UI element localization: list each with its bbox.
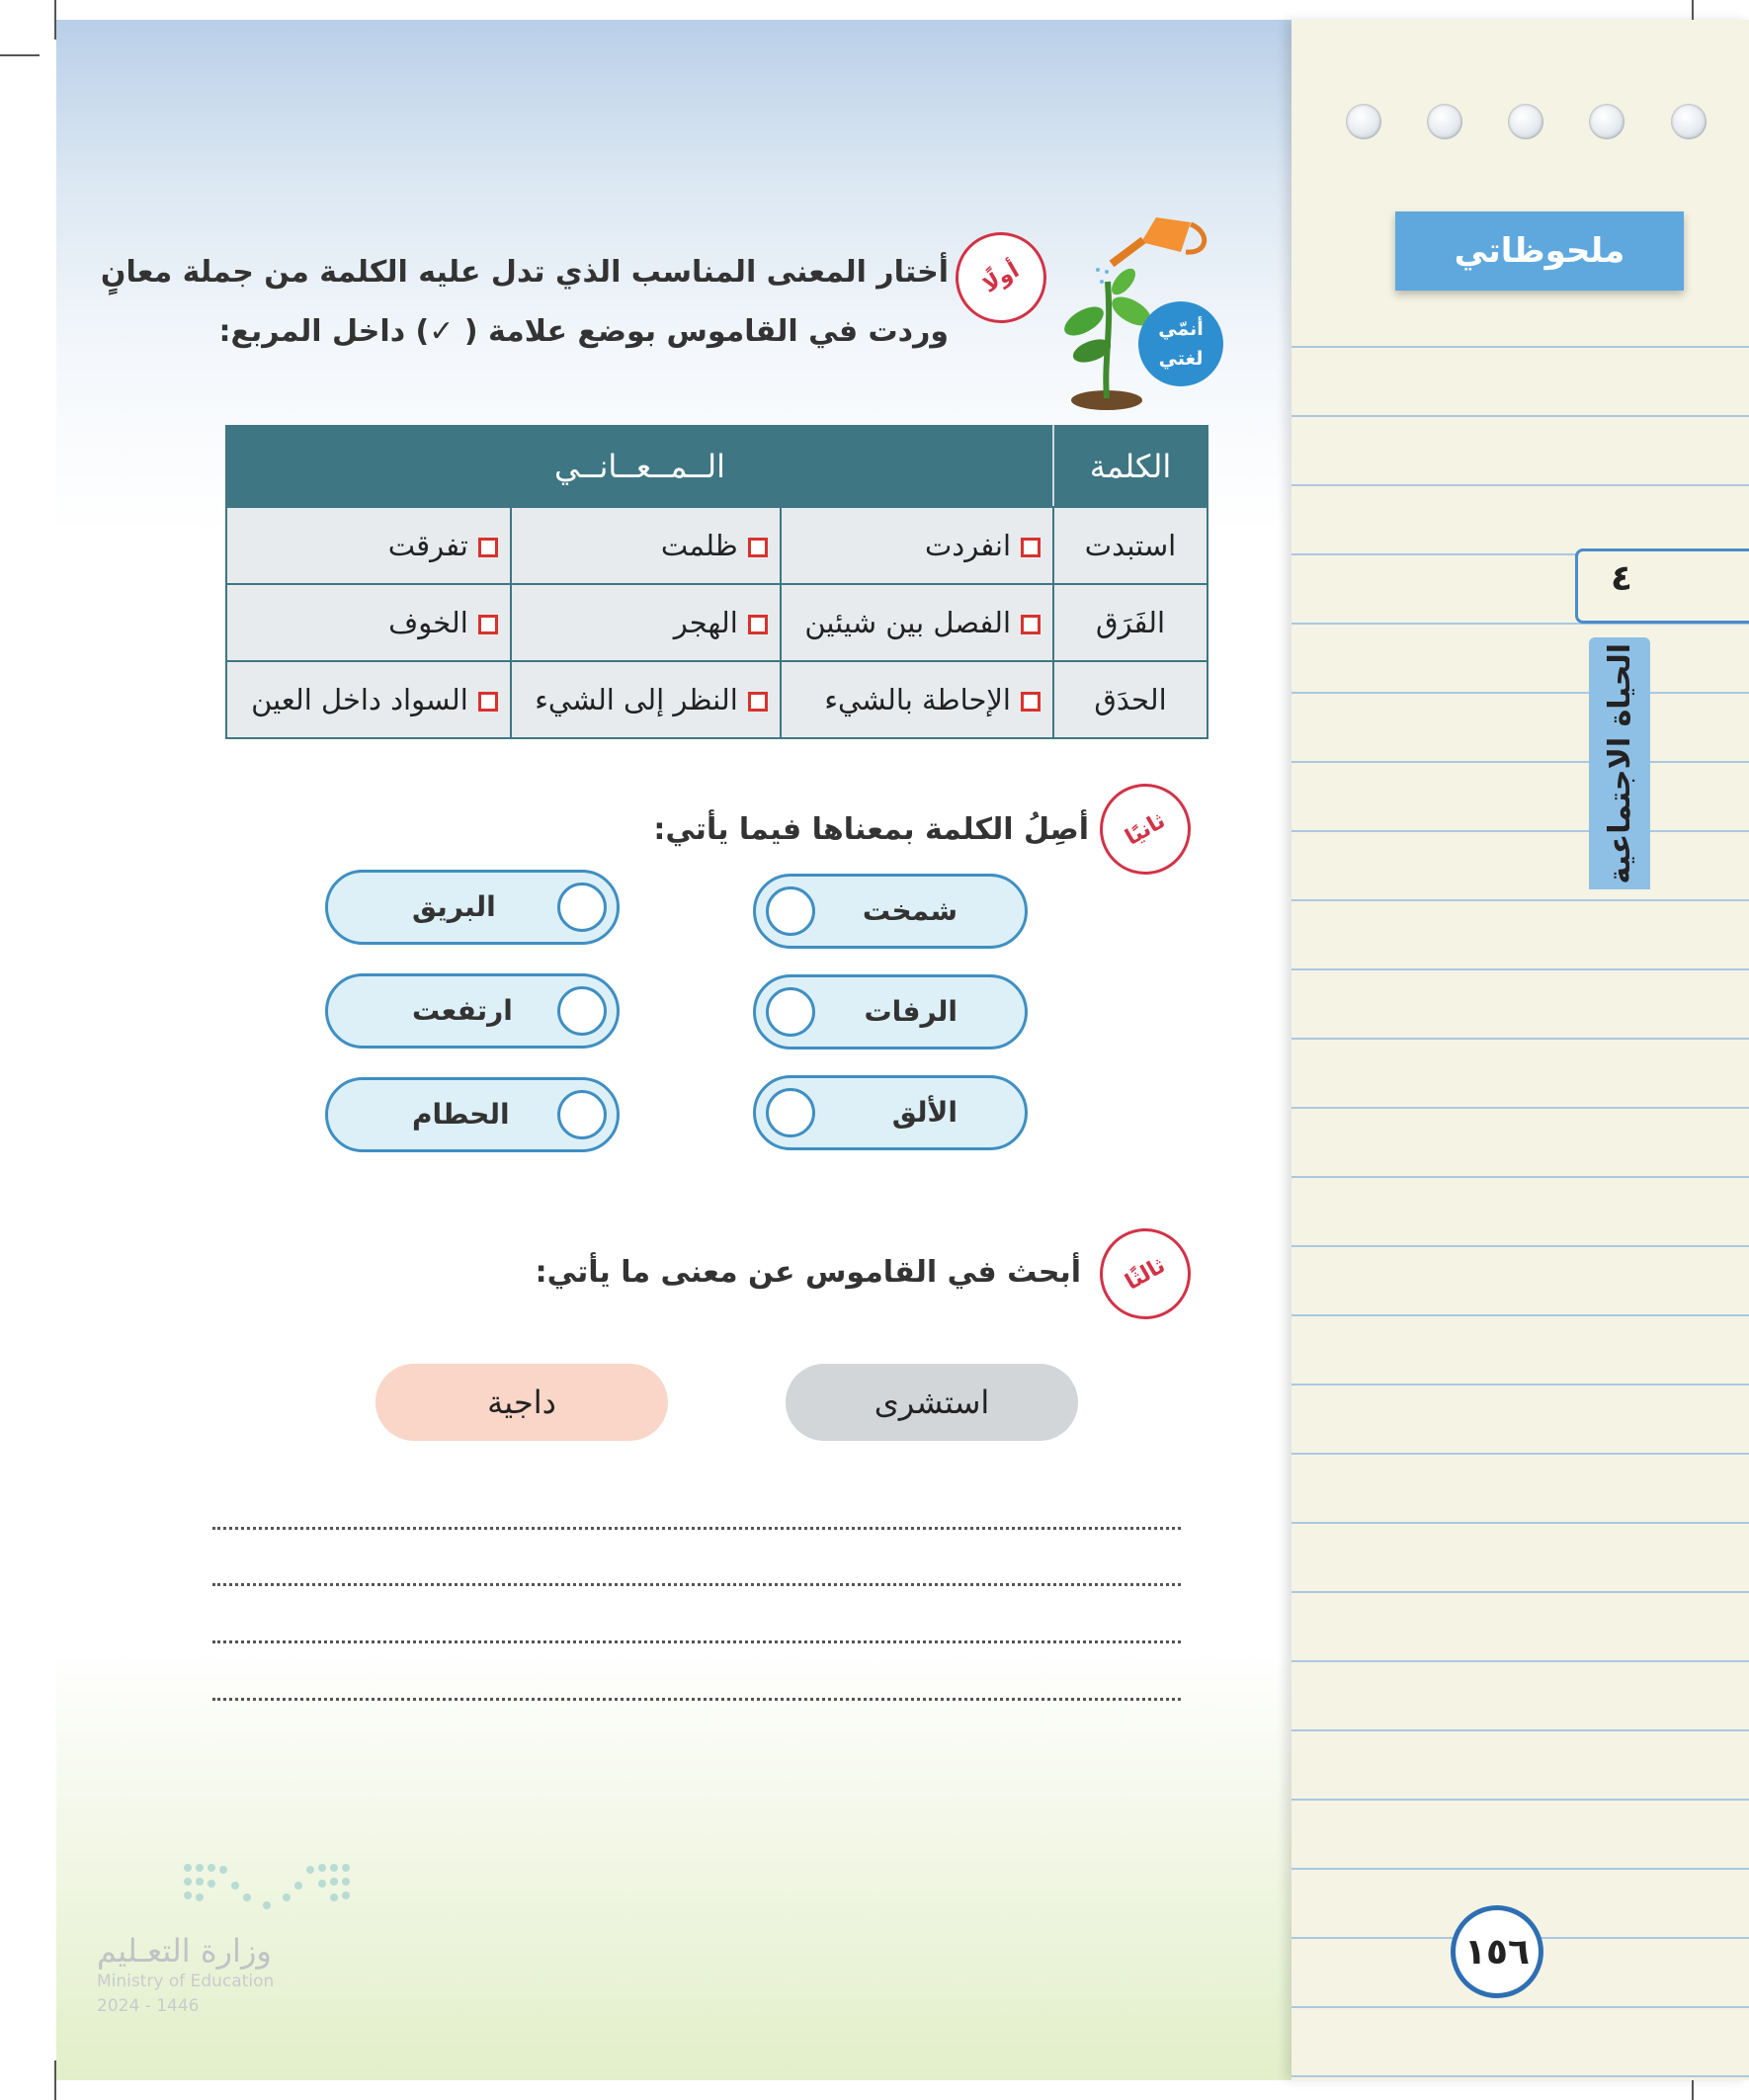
meaning-option[interactable]: الخوف (226, 584, 511, 661)
meaning-option[interactable]: النظر إلى الشيء (511, 661, 781, 738)
match-word: الرفات (864, 995, 958, 1028)
ministry-logo-icon (178, 1858, 356, 1917)
match-word-pill[interactable] (753, 974, 1028, 1050)
match-meaning: ارتفعت (412, 994, 513, 1027)
section1-instruction-line1: أختار المعنى المناسب الذي تدل عليه الكلمة من جملة معانٍ (100, 255, 949, 290)
unit-number-box (1575, 548, 1749, 624)
crop-mark (0, 54, 40, 56)
meaning-option[interactable]: الإحاطة بالشيء (781, 661, 1053, 738)
meanings-table (225, 425, 1208, 739)
match-meaning-pill[interactable] (325, 973, 620, 1049)
binder-hole-icon (1589, 104, 1624, 139)
section-badge-second: ثانيًا (1083, 767, 1208, 891)
section2-instruction: أصِلُ الكلمة بمعناها فيما يأتي: (653, 812, 1089, 847)
section-badge-third: ثالثًا (1083, 1212, 1208, 1336)
section3-instruction: أبحث في القاموس عن معنى ما يأتي: (535, 1255, 1081, 1290)
meaning-option[interactable]: ظلمت (511, 507, 781, 584)
edition-year: 2024 - 1446 (97, 1996, 200, 2016)
checkbox-icon[interactable] (748, 692, 768, 712)
unit-title: الحياة الاجتماعية (1602, 642, 1637, 884)
checkbox-icon[interactable] (748, 538, 768, 557)
unit-number: ٤ (1611, 558, 1632, 599)
binder-hole-icon (1671, 104, 1707, 139)
section-badge-first: أولًا (939, 215, 1063, 340)
meaning-option[interactable]: الهجر (511, 584, 781, 661)
search-word: استشرى (786, 1364, 1078, 1441)
checkbox-icon[interactable] (478, 538, 498, 557)
binder-hole-icon (1508, 104, 1543, 139)
match-circle-icon[interactable] (557, 1090, 607, 1139)
table-header-word: الكلمة (1053, 426, 1208, 507)
match-circle-icon[interactable] (557, 986, 607, 1036)
answer-line[interactable] (212, 1698, 1181, 1701)
meaning-option[interactable]: تفرقت (226, 507, 511, 584)
table-word: استبدت (1053, 507, 1208, 584)
page-number: ١٥٦ (1451, 1905, 1543, 1998)
table-row (226, 584, 1208, 661)
checkbox-icon[interactable] (748, 615, 768, 634)
table-word: الفَرَق (1053, 584, 1208, 661)
match-circle-icon[interactable] (766, 987, 815, 1037)
notes-title: ملحوظاتي (1395, 211, 1684, 291)
match-word: الألق (891, 1096, 958, 1129)
checkbox-icon[interactable] (1021, 692, 1041, 712)
binder-hole-icon (1427, 104, 1462, 139)
table-word: الحدَق (1053, 661, 1208, 738)
match-meaning: البريق (412, 890, 496, 923)
checkbox-icon[interactable] (478, 615, 498, 634)
section1-instruction-line2: وردت في القاموس بوضع علامة ( ✓) داخل المربع: (218, 314, 949, 349)
answer-line[interactable] (212, 1583, 1181, 1586)
ministry-name: وزارة التعـليم (97, 1932, 272, 1970)
meaning-option[interactable]: الفصل بين شيئين (781, 584, 1053, 661)
meaning-option[interactable]: السواد داخل العين (226, 661, 511, 738)
checkbox-icon[interactable] (1021, 538, 1041, 557)
match-word-pill[interactable] (753, 1075, 1028, 1150)
notes-panel (1291, 20, 1749, 2080)
search-word: داجية (375, 1364, 668, 1441)
table-row (226, 507, 1208, 584)
match-meaning-pill[interactable] (325, 870, 620, 945)
binder-hole-icon (1346, 104, 1381, 139)
develop-my-language-badge: أنمّي لغتي (1138, 301, 1223, 386)
match-meaning: الحطام (412, 1098, 510, 1131)
answer-line[interactable] (212, 1640, 1181, 1643)
checkbox-icon[interactable] (1021, 615, 1041, 634)
match-word-pill[interactable] (753, 874, 1028, 949)
checkbox-icon[interactable] (478, 692, 498, 712)
ministry-name-en: Ministry of Education (97, 1972, 275, 1991)
match-word: شمخت (862, 894, 958, 927)
match-meaning-pill[interactable] (325, 1077, 620, 1152)
meaning-option[interactable]: انفردت (781, 507, 1053, 584)
unit-title-strip (1589, 637, 1650, 889)
match-circle-icon[interactable] (766, 886, 815, 936)
table-row (226, 661, 1208, 738)
answer-line[interactable] (212, 1527, 1181, 1530)
table-header-meanings: الــمــعــانــي (226, 426, 1053, 507)
match-circle-icon[interactable] (766, 1088, 815, 1137)
match-circle-icon[interactable] (557, 882, 607, 932)
